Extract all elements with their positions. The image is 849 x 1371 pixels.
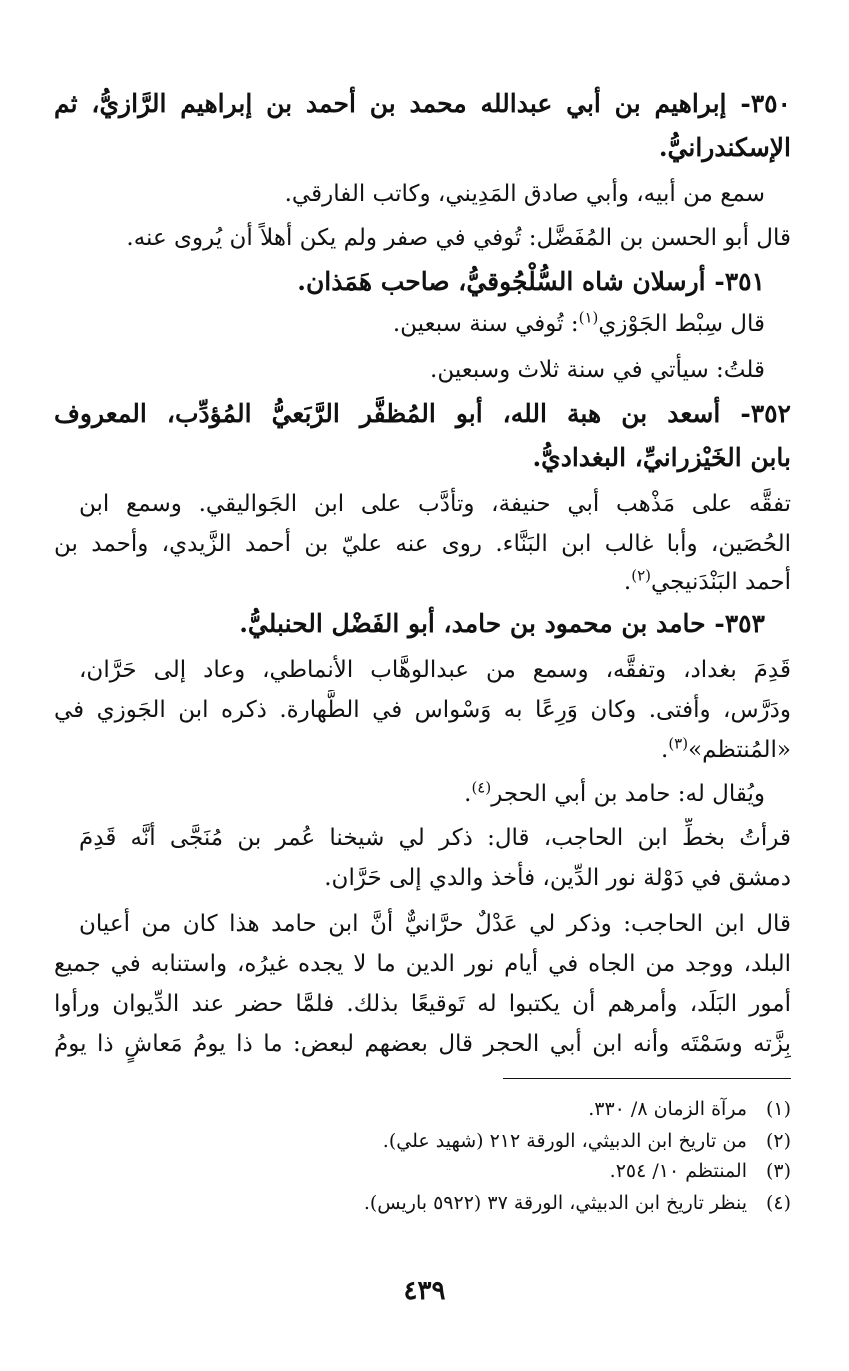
footnote-text: المنتظم ١٠/ ٢٥٤. (609, 1160, 747, 1182)
text-line (54, 730, 791, 770)
page-number: ٤٣٩ (403, 1276, 446, 1306)
text-run: . (464, 781, 472, 807)
footnote-ref: (٤) (471, 778, 492, 797)
footnote (54, 1094, 791, 1124)
text-run: . (623, 569, 632, 595)
text-run: أحمد البَنْدَنيجي (651, 569, 791, 595)
text-line (54, 774, 765, 814)
text-line: قال أبو الحسن بن المُفَضَّل: تُوفي في صفر ولم يكن أهلاً أن يُروى عنه. (126, 225, 791, 251)
entry-351-heading: ٣٥١- أرسلان شاه السُّلْجُوقيُّ، صاحب هَمَذان. (297, 267, 765, 296)
text-line: دمشق في دَوْلة نور الدِّين، فأخذ والدي إلى حَرَّان. (324, 865, 791, 891)
footnote (54, 1188, 791, 1218)
footnote-number: (٤) (765, 1192, 791, 1214)
text-line (54, 562, 791, 602)
text-line: الحُصَين، وأبا غالب ابن البَنَّاء. روى عنه عليّ بن أحمد الزَّيدي، وأحمد بن (54, 531, 791, 557)
footnote-divider (503, 1078, 791, 1079)
text-line: تفقَّه على مَذْهب أبي حنيفة، وتأدَّب على ابن الجَواليقي. وسمع ابن (79, 491, 791, 517)
entry-352-heading: ٣٥٢- أسعد بن هبة الله، أبو المُظفَّر الرَّبَعيُّ المُؤدِّب، المعروف (54, 399, 791, 428)
entry-353-heading: ٣٥٣- حامد بن محمود بن حامد، أبو الفَضْل الحنبليُّ. (239, 609, 765, 638)
footnote-text: ينظر تاريخ ابن الدبيثي، الورقة ٣٧ (٥٩٢٢ باريس). (363, 1192, 747, 1214)
text-line: بِزَّته وسَمْتَه وأنه ابن أبي الحجر قال بعضهم لبعض: ما ذا يومُ مَعاشٍ ذا يومُ (54, 1031, 791, 1057)
text-line: قرأتُ بخطِّ ابن الحاجب، قال: ذكر لي شيخنا عُمر بن مُنَجَّى أنَّه قَدِمَ (79, 825, 791, 851)
footnote-ref: (٣) (668, 734, 689, 753)
text-line: البلد، ووجد من الجاه في أيام نور الدين ما لا يجده غيرُه، واستنابه في جميع (54, 951, 791, 977)
footnote-number: (٢) (765, 1130, 791, 1152)
entry-350-heading-cont: الإسكندرانيُّ. (658, 133, 791, 162)
text-run: . (661, 737, 669, 763)
text-line: قَدِمَ بغداد، وتفقَّه، وسمع من عبدالوهَّاب الأنماطي، وعاد إلى حَرَّان، (79, 657, 791, 683)
footnote (54, 1126, 791, 1156)
text-line: ودَرَّس، وأفتى. وكان وَرِعًا به وَسْواس في الطَّهارة. ذكره ابن الجَوزي في (54, 697, 791, 723)
text-line: أمور البَلَد، وأمرهم أن يكتبوا له تَوقيعًا بذلك. فلمَّا حضر عند الدِّيوان ورأوا (54, 991, 791, 1017)
footnote (54, 1156, 791, 1186)
text-line: سمع من أبيه، وأبي صادق المَدِيني، وكاتب الفارقي. (284, 181, 765, 207)
text-line: قال ابن الحاجب: وذكر لي عَدْلٌ حرَّانيٌّ أنَّ ابن حامد هذا كان من أعيان (79, 911, 791, 937)
entry-350-heading: ٣٥٠- إبراهيم بن أبي عبدالله محمد بن أحمد بن إبراهيم الرَّازيُّ، ثم (54, 89, 791, 118)
text-run: «المُنتظم» (688, 737, 791, 763)
text-run: ويُقال له: حامد بن أبي الحجر (491, 781, 765, 807)
text-run: قال سِبْط الجَوْزي (598, 311, 765, 337)
footnote-number: (١) (765, 1098, 791, 1120)
footnote-ref: (١) (578, 308, 599, 327)
footnote-text: مرآة الزمان ٨/ ٣٣٠. (588, 1098, 747, 1120)
footnote-ref: (٢) (631, 566, 651, 585)
text-line: قلتُ: سيأتي في سنة ثلاث وسبعين. (430, 357, 765, 383)
footnote-number: (٣) (765, 1160, 791, 1182)
text-run: : تُوفي سنة سبعين. (392, 311, 579, 337)
footnote-text: من تاريخ ابن الدبيثي، الورقة ٢١٢ (شهيد علي). (382, 1130, 747, 1152)
entry-352-heading-cont: بابن الخَيْزرانيِّ، البغداديُّ. (532, 443, 791, 472)
text-line (54, 304, 765, 344)
